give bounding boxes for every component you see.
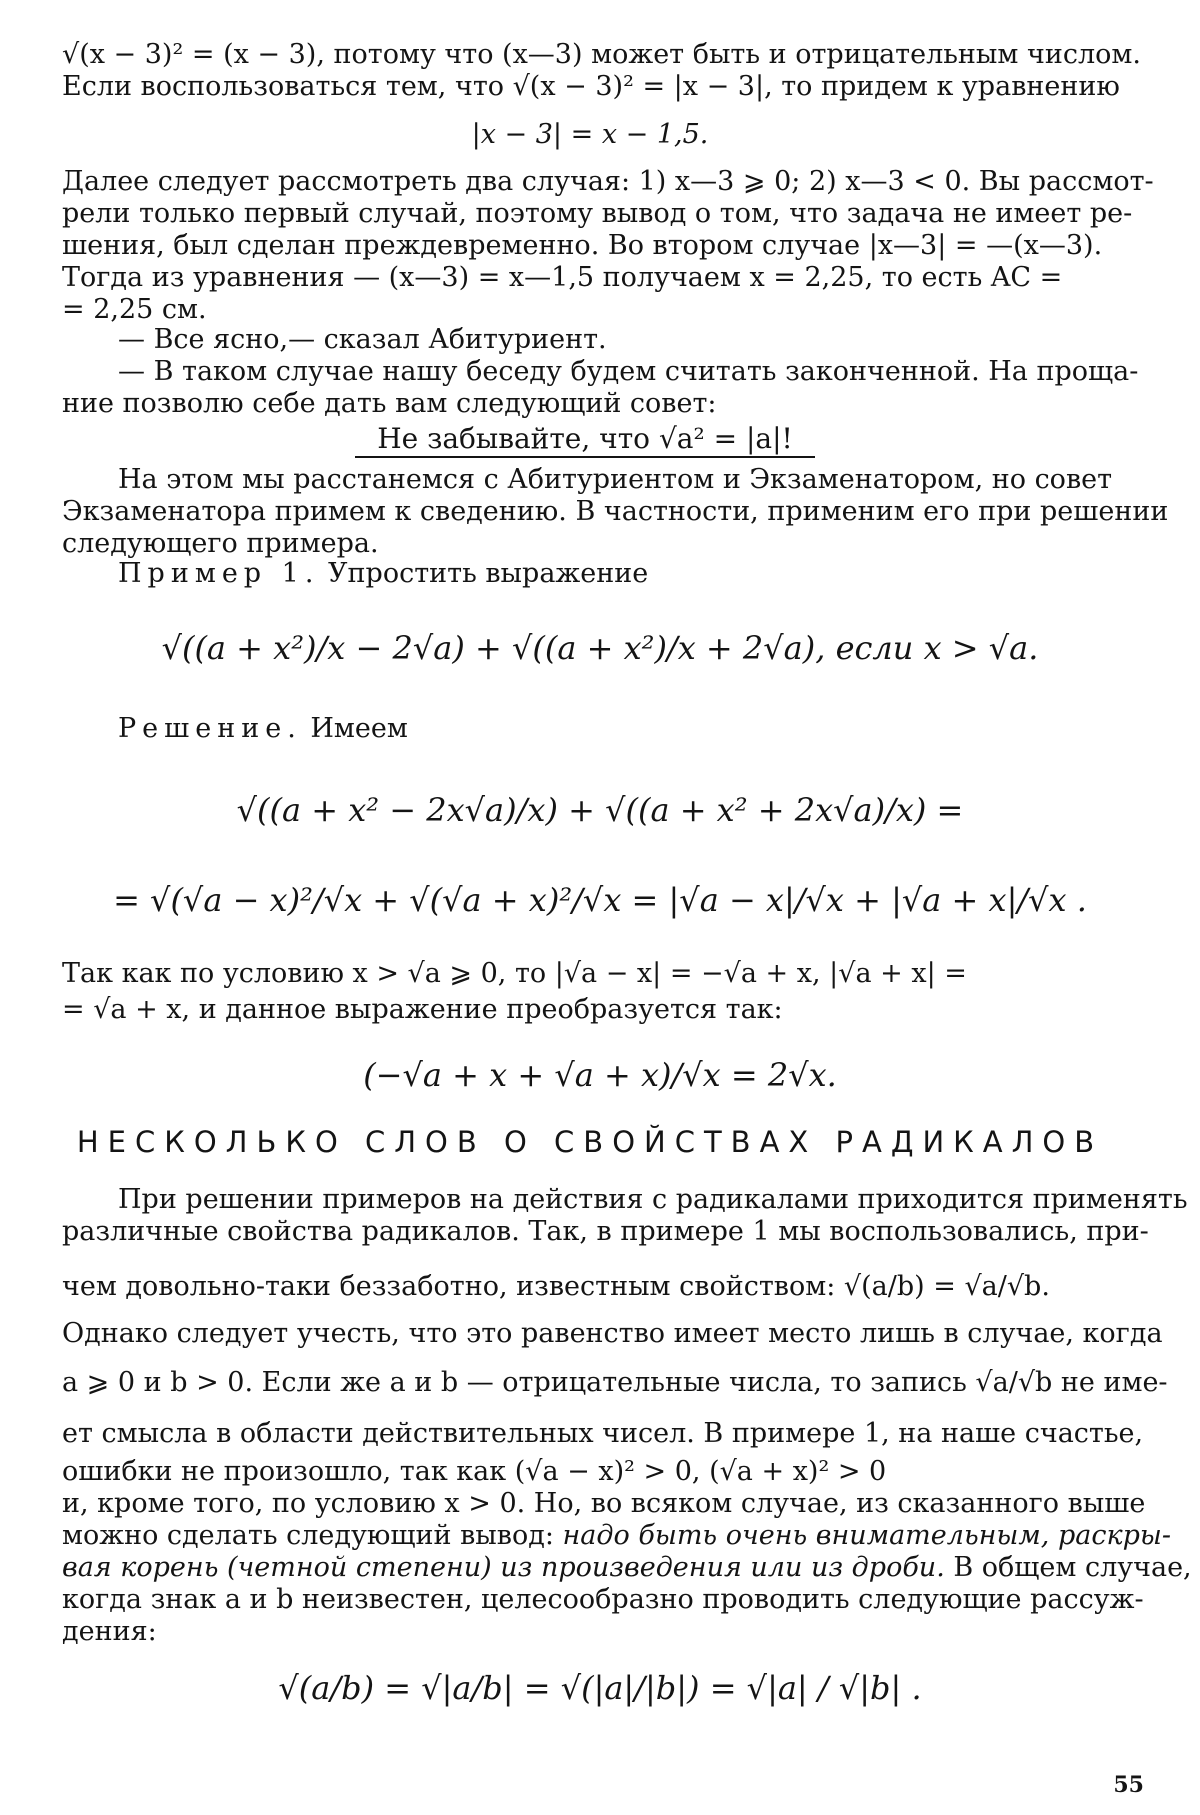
text-line: следующего примера. (62, 528, 379, 559)
text-line: можно сделать следующий вывод: надо быть очень внимательным, раскры- (62, 1520, 1171, 1551)
text-line: На этом мы расстанемся с Абитуриентом и Экзаменатором, но совет (118, 464, 1113, 495)
text-line: Экзаменатора примем к сведению. В частности, применим его при решении (62, 496, 1169, 527)
text-line: ет смысла в области действительных чисел. В примере 1, на наше счастье, (62, 1418, 1144, 1449)
text-line: Однако следует учесть, что это равенство имеет место лишь в случае, когда (62, 1318, 1163, 1349)
equation-line: |x − 3| = x − 1,5. (471, 119, 709, 150)
dialogue-line: — Все ясно,— сказал Абитуриент. (118, 324, 607, 355)
section-heading: НЕСКОЛЬКО СЛОВ О СВОЙСТВАХ РАДИКАЛОВ (76, 1125, 1104, 1159)
text-line: ошибки не произошло, так как (√a − x)² > 0, (√a + x)² > 0 (62, 1456, 887, 1487)
advice-motto: Не забывайте, что √a² = |a|! (355, 422, 815, 458)
text-line: рели только первый случай, поэтому вывод о том, что задача не имеет ре- (62, 198, 1133, 229)
page-number: 55 (1113, 1772, 1144, 1798)
solution-formula-3: (−√a + x + √a + x)/√x = 2√x. (363, 1056, 837, 1094)
text-line: шения, был сделан преждевременно. Во втором случае |x—3| = —(x—3). (62, 230, 1103, 261)
example-heading: Пример 1. Упростить выражение (118, 558, 649, 589)
text-line: различные свойства радикалов. Так, в примере 1 мы воспользовались, при- (62, 1216, 1149, 1247)
text-line: √(x − 3)² = (x − 3), потому что (x—3) может быть и отрицательным числом. (62, 39, 1141, 70)
text-line: При решении примеров на действия с радикалами приходится применять (118, 1184, 1188, 1215)
text-line: чем довольно-таки беззаботно, известным свойством: √(a/b) = √a/√b. (62, 1271, 1050, 1302)
solution-formula-1: √((a + x² − 2x√a)/x) + √((a + x² + 2x√a)/x) = (236, 791, 964, 829)
solution-heading: Решение. Имеем (118, 713, 408, 744)
text-line: ние позволю себе дать вам следующий совет: (62, 388, 717, 419)
text-line: Если воспользоваться тем, что √(x − 3)² = |x − 3|, то придем к уравнению (62, 71, 1120, 102)
text-line: когда знак a и b неизвестен, целесообразно проводить следующие рассуж- (62, 1584, 1144, 1615)
text-line: = √a + x, и данное выражение преобразуется так: (62, 994, 783, 1025)
text-line: = 2,25 см. (62, 294, 207, 325)
dialogue-line: — В таком случае нашу беседу будем считать законченной. На проща- (118, 356, 1139, 387)
text-line: и, кроме того, по условию x > 0. Но, во всяком случае, из сказанного выше (62, 1488, 1146, 1519)
example-formula: √((a + x²)/x − 2√a) + √((a + x²)/x + 2√a), если x > √a. (161, 629, 1039, 667)
text-line: Так как по условию x > √a ⩾ 0, то |√a − x| = −√a + x, |√a + x| = (62, 958, 967, 989)
text-line: вая корень (четной степени) из произведения или из дроби. В общем случае, (62, 1552, 1192, 1583)
text-line: Тогда из уравнения — (x—3) = x—1,5 получаем x = 2,25, то есть AC = (62, 262, 1063, 293)
solution-formula-2: = √(√a − x)²/√x + √(√a + x)²/√x = |√a − x|/√x + |√a + x|/√x . (113, 881, 1087, 919)
text-line: дения: (62, 1616, 157, 1647)
final-formula: √(a/b) = √|a/b| = √(|a|/|b|) = √|a| / √|b| . (278, 1669, 922, 1707)
text-line: a ⩾ 0 и b > 0. Если же a и b — отрицательные числа, то запись √a/√b не име- (62, 1367, 1168, 1398)
text-line: Далее следует рассмотреть два случая: 1) x—3 ⩾ 0; 2) x—3 < 0. Вы рассмот- (62, 166, 1154, 197)
